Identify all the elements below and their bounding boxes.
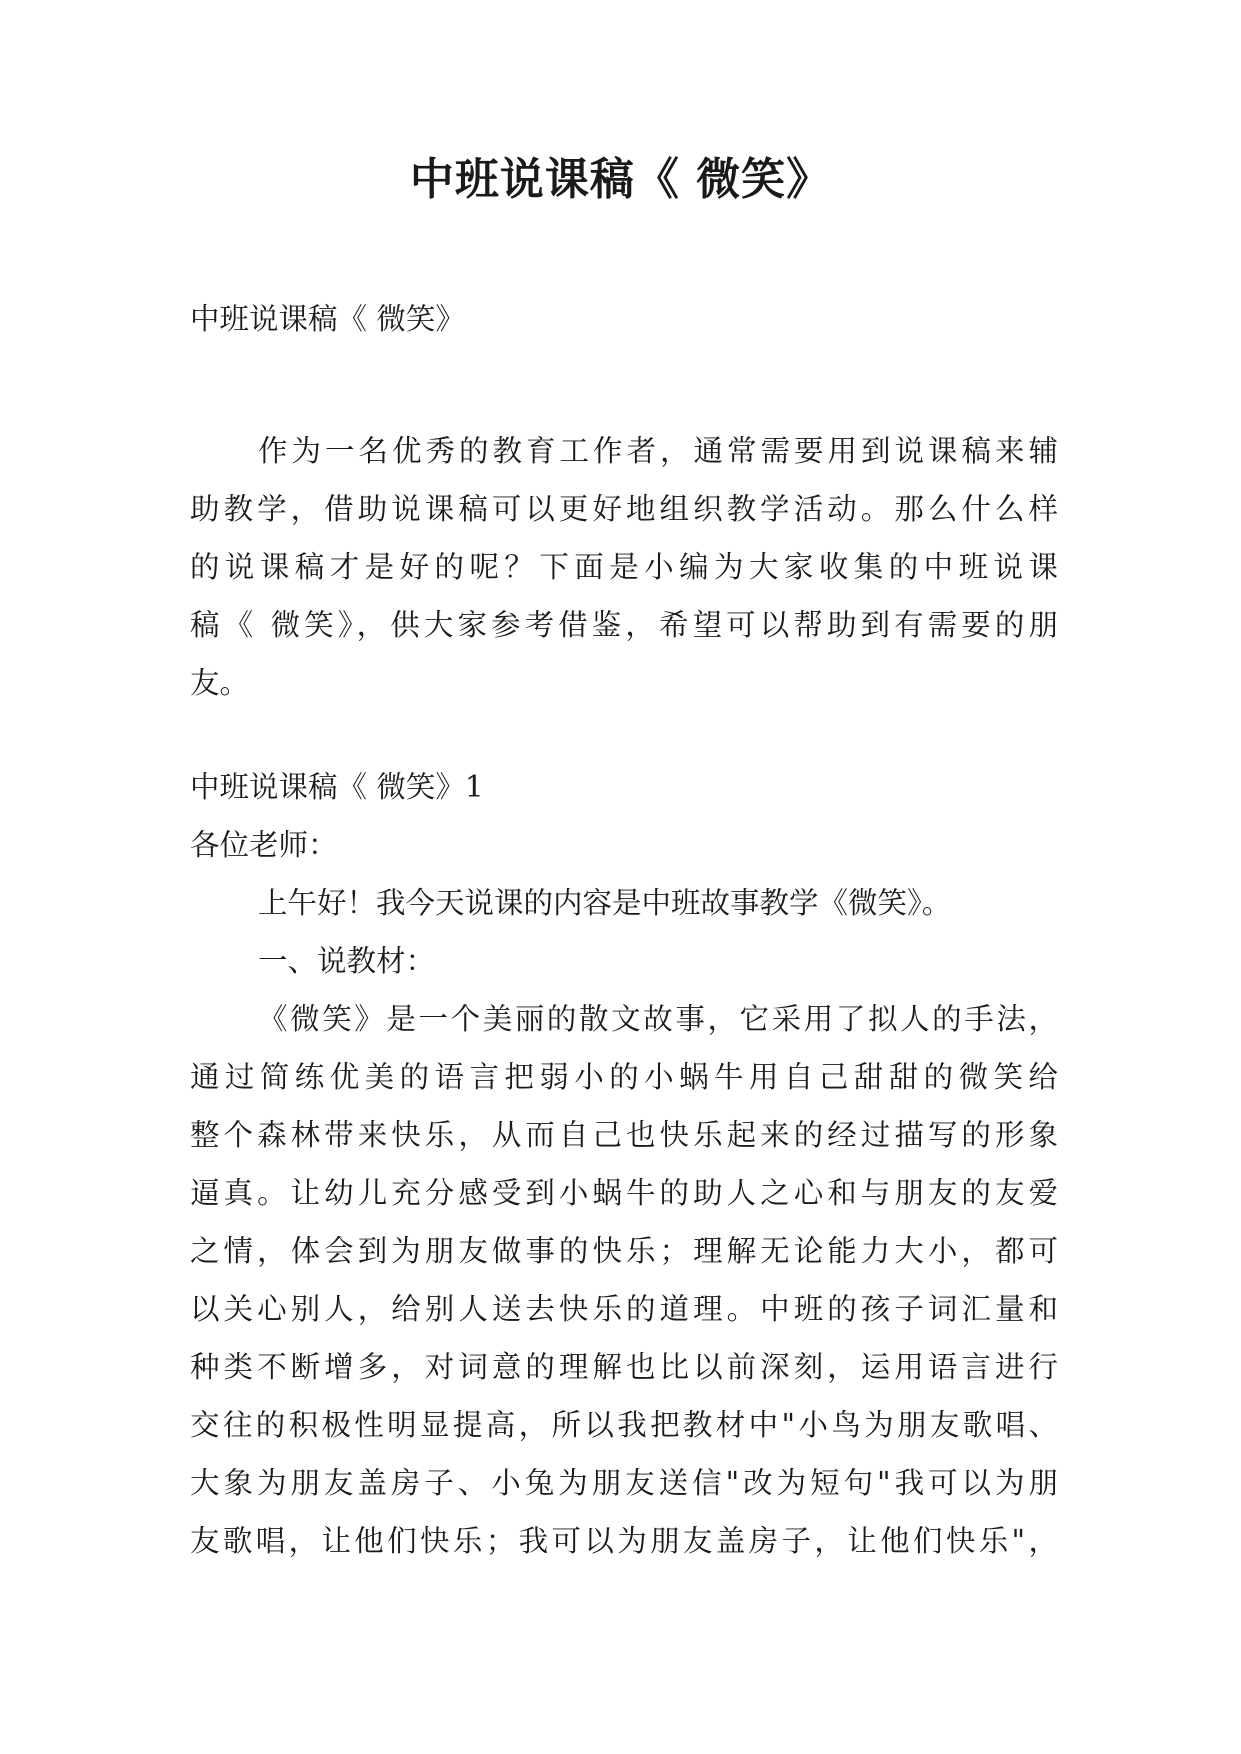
- paragraph-line: 《微笑》是一个美丽的散文故事，它采用了拟人的手法，: [258, 1002, 1058, 1036]
- part-heading: 一、说教材：: [258, 944, 436, 978]
- paragraph-line: 之情，体会到为朋友做事的快乐；理解无论能力大小，都可: [190, 1234, 1058, 1268]
- greeting: 上午好！我今天说课的内容是中班故事教学《微笑》。: [258, 886, 952, 920]
- document-subtitle: 中班说课稿《 微笑》: [190, 302, 465, 336]
- intro-paragraph: [190, 422, 1058, 712]
- spacer: [190, 712, 1058, 758]
- paragraph-line: 种类不断增多，对词意的理解也比以前深刻，运用语言进行: [190, 1350, 1058, 1384]
- paragraph-line: 友歌唱，让他们快乐；我可以为朋友盖房子，让他们快乐"，: [190, 1524, 1058, 1558]
- document-title: 中班说课稿《 微笑》: [409, 154, 832, 205]
- body-paragraph: [190, 990, 1058, 1570]
- paragraph-line: 逼真。让幼儿充分感受到小蜗牛的助人之心和与朋友的友爱: [190, 1176, 1058, 1210]
- paragraph-line: 稿《 微笑》，供大家参考借鉴，希望可以帮助到有需要的朋: [190, 608, 1058, 642]
- spacer: [190, 348, 1058, 422]
- paragraph-line: 助教学，借助说课稿可以更好地组织教学活动。那么什么样: [190, 492, 1058, 526]
- section-heading: 中班说课稿《 微笑》1: [190, 770, 484, 804]
- paragraph-line: 大象为朋友盖房子、小兔为朋友送信"改为短句"我可以为朋: [190, 1466, 1058, 1500]
- paragraph-line: 以关心别人，给别人送去快乐的道理。中班的孩子词汇量和: [190, 1292, 1058, 1326]
- paragraph-line: 友。: [190, 666, 250, 700]
- paragraph-line: 交往的积极性明显提高，所以我把教材中"小鸟为朋友歌唱、: [190, 1408, 1058, 1442]
- paragraph-line: 通过简练优美的语言把弱小的小蜗牛用自己甜甜的微笑给: [190, 1060, 1058, 1094]
- salutation: 各位老师：: [190, 828, 338, 862]
- paragraph-line: 整个森林带来快乐，从而自己也快乐起来的经过描写的形象: [190, 1118, 1058, 1152]
- paragraph-line: 作为一名优秀的教育工作者，通常需要用到说课稿来辅: [258, 434, 1058, 468]
- paragraph-line: 的说课稿才是好的呢？下面是小编为大家收集的中班说课: [190, 550, 1058, 584]
- document-body: [190, 290, 1058, 1570]
